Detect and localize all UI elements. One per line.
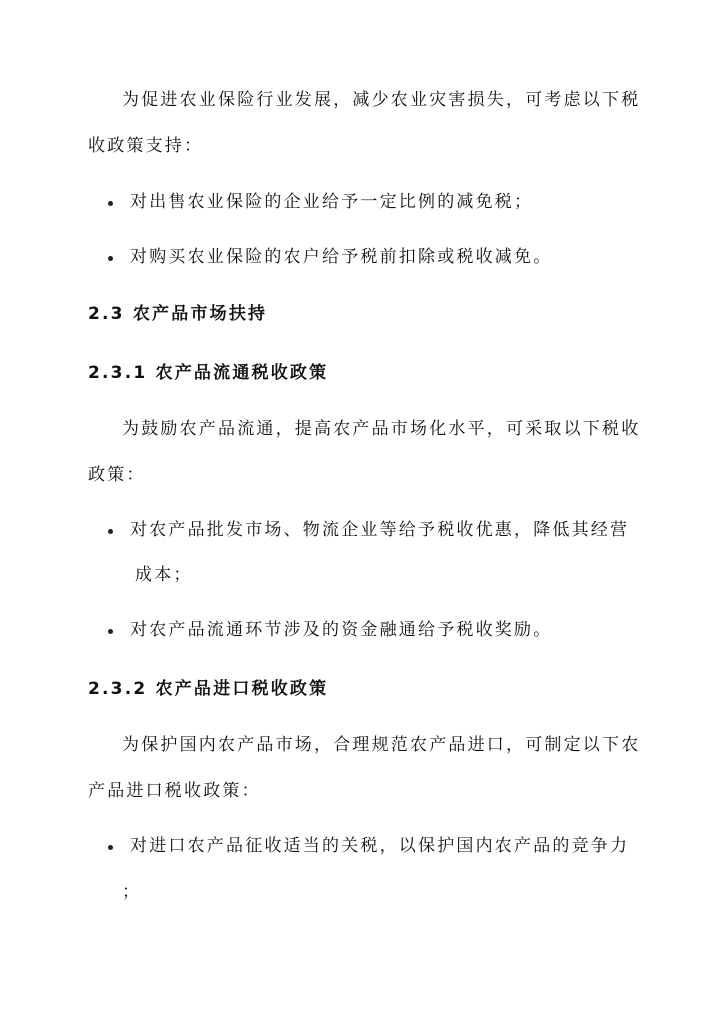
section-2-3-2-paragraph-line1: 为保护国内农产品市场，合理规范农产品进口，可制定以下农 <box>122 735 641 755</box>
section-2-3-1-paragraph-line1: 为鼓励农产品流通，提高农产品市场化水平，可采取以下税收 <box>122 419 641 439</box>
bullet-dot <box>108 201 113 206</box>
bullet-dot <box>108 629 113 634</box>
bullet-dot <box>108 845 113 850</box>
bullet-dot <box>108 256 113 261</box>
section-title: 农产品流通税收政策 <box>155 363 329 383</box>
section-2-3-1-paragraph-line2: 政策： <box>88 465 146 485</box>
intro-paragraph-line1: 为促进农业保险行业发展，减少农业灾害损失，可考虑以下税 <box>122 90 641 110</box>
section-2-3-1-heading <box>88 361 328 385</box>
section-2-3-2-paragraph-line2: 产品进口税收政策： <box>88 781 261 801</box>
section-number: 2.3.2 <box>88 679 148 699</box>
section-2-3-1-bullet-1-line2: 成本； <box>135 565 193 585</box>
section-title: 农产品市场扶持 <box>132 304 268 324</box>
section-2-3-2-bullet-1-line1: 对进口农产品征收适当的关税，以保护国内农产品的竞争力 <box>130 836 630 856</box>
section-2-3-1-bullet-2: 对农产品流通环节涉及的资金融通给予税收奖励。 <box>130 620 553 640</box>
bullet-dot <box>108 529 113 534</box>
intro-bullet-2: 对购买农业保险的农户给予税前扣除或税收减免。 <box>130 247 553 267</box>
section-2-3-1-bullet-1-line1: 对农产品批发市场、物流企业等给予税收优惠，降低其经营 <box>130 520 630 540</box>
section-number: 2.3 <box>88 304 125 324</box>
intro-bullet-1: 对出售农业保险的企业给予一定比例的减免税； <box>130 192 534 212</box>
section-number: 2.3.1 <box>88 363 148 383</box>
section-2-3-heading <box>88 302 267 326</box>
section-2-3-2-heading <box>88 677 328 701</box>
intro-paragraph-line2: 收政策支持： <box>88 136 204 156</box>
section-title: 农产品进口税收政策 <box>155 679 329 699</box>
section-2-3-2-bullet-1-line2: ； <box>122 882 142 902</box>
